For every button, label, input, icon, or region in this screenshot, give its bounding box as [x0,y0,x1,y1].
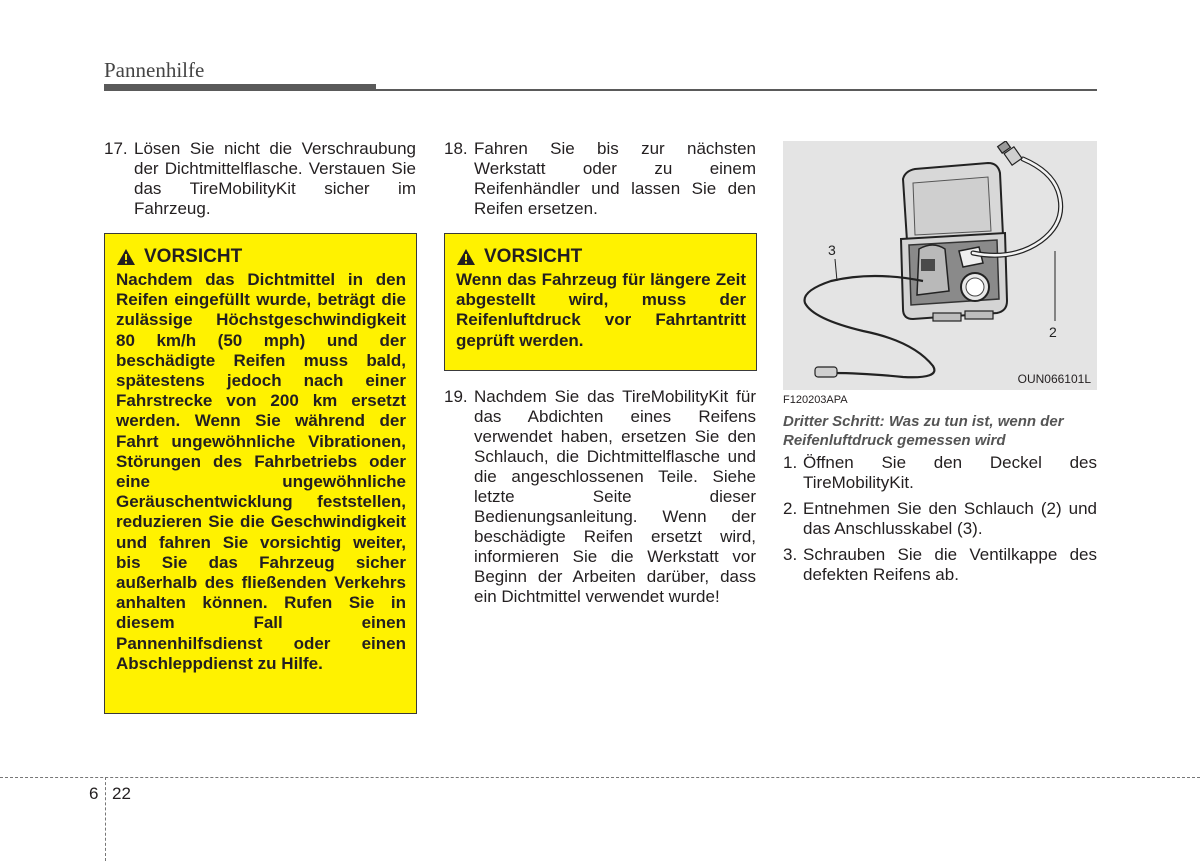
caution-box-speed [104,233,417,714]
footer-divider [105,777,106,861]
step-list [783,453,1097,585]
step-text: Fahren Sie bis zur nächsten Werkstatt oder zu einem Reifenhändler und lassen Sie den Reifen ersetzen. [474,139,756,218]
caution-heading [116,246,406,268]
caution-heading [456,246,746,268]
caution-text: Wenn das Fahrzeug für längere Zeit abgestellt wird, muss der Reifenluftdruck vor Fahrtantritt geprüft werden. [456,270,746,350]
step-number: 2. [783,499,798,518]
list-item [783,499,1097,539]
step-text: Öffnen Sie den Deckel des TireMobilityKit. [803,453,1097,492]
step-number: 18. [444,139,468,158]
step-19 [444,387,756,607]
tire-mobility-kit-illustration [783,141,1097,390]
step-number: 17. [104,139,128,158]
running-header: Pannenhilfe [104,58,205,82]
caution-box-pressure [444,233,757,371]
step-text: Entnehmen Sie den Schlauch (2) und das Anschlusskabel (3). [803,499,1097,538]
step-number: 1. [783,453,798,472]
list-item [783,545,1097,585]
caution-text: Nachdem das Dichtmittel in den Reifen eingefüllt wurde, beträgt die zulässige Höchstgeschwindigkeit 80 km/h (50 mph) und der beschädigte Reifen muss bald, spätestens jedoch nach einer Fahrstrecke von 200 km ersetzt werden. Wenn Sie während der Fahrt ungewöhnliche Vibrationen, Störungen des Fahrbetriebs oder eine ungewöhnliche Geräuschentwicklung feststellen, reduzieren Sie die Geschwindigkeit und fahren Sie vorsichtig weiter, bis Sie das Fahrzeug sicher außerhalb des fließenden Verkehrs anhalten können. Rufen Sie in diesem Fall einen Pannenhilfsdienst oder einen Abschleppdienst zu Hilfe. [116,270,406,673]
step-text: Schrauben Sie die Ventilkappe des defekten Reifens ab. [803,545,1097,584]
callout-2: 2 [1049,324,1057,340]
figure-caption: Dritter Schritt: Was zu tun ist, wenn der Reifenluftdruck gemessen wird [783,413,1064,449]
list-item [783,453,1097,493]
page-number: 22 [112,784,131,803]
step-text: Nachdem Sie das TireMobilityKit für das Abdichten eines Reifens verwendet haben, ersetzen Sie den Schlauch, die Dichtmittelflasche und die angeschlossenen Teile. Siehe letzte Seite dieser Bedienungsanleitung. Wenn der beschädigte Reifen ersetzt wird, informieren Sie die Werkstatt vor Beginn der Arbeiten darüber, dass ein Dichtmittel verwendet wurde! [474,387,756,606]
figure-code: OUN066101L [1017,372,1091,386]
callout-3: 3 [828,242,836,258]
chapter-number: 6 [89,784,99,803]
step-number: 3. [783,545,798,564]
caution-heading-text: VORSICHT [144,246,243,267]
figure-reference: F120203APA [783,394,848,406]
step-17 [104,139,416,219]
step-number: 19. [444,387,468,406]
step-18 [444,139,756,219]
tire-mobility-kit-figure [783,141,1097,390]
warning-triangle-icon [456,248,476,266]
warning-triangle-icon [116,248,136,266]
header-rule [104,89,1097,91]
footer-rule [0,777,1200,778]
step-text: Lösen Sie nicht die Verschraubung der Dichtmittelflasche. Verstauen Sie das TireMobilityKit sicher im Fahrzeug. [134,139,416,218]
caution-heading-text: VORSICHT [484,246,583,267]
